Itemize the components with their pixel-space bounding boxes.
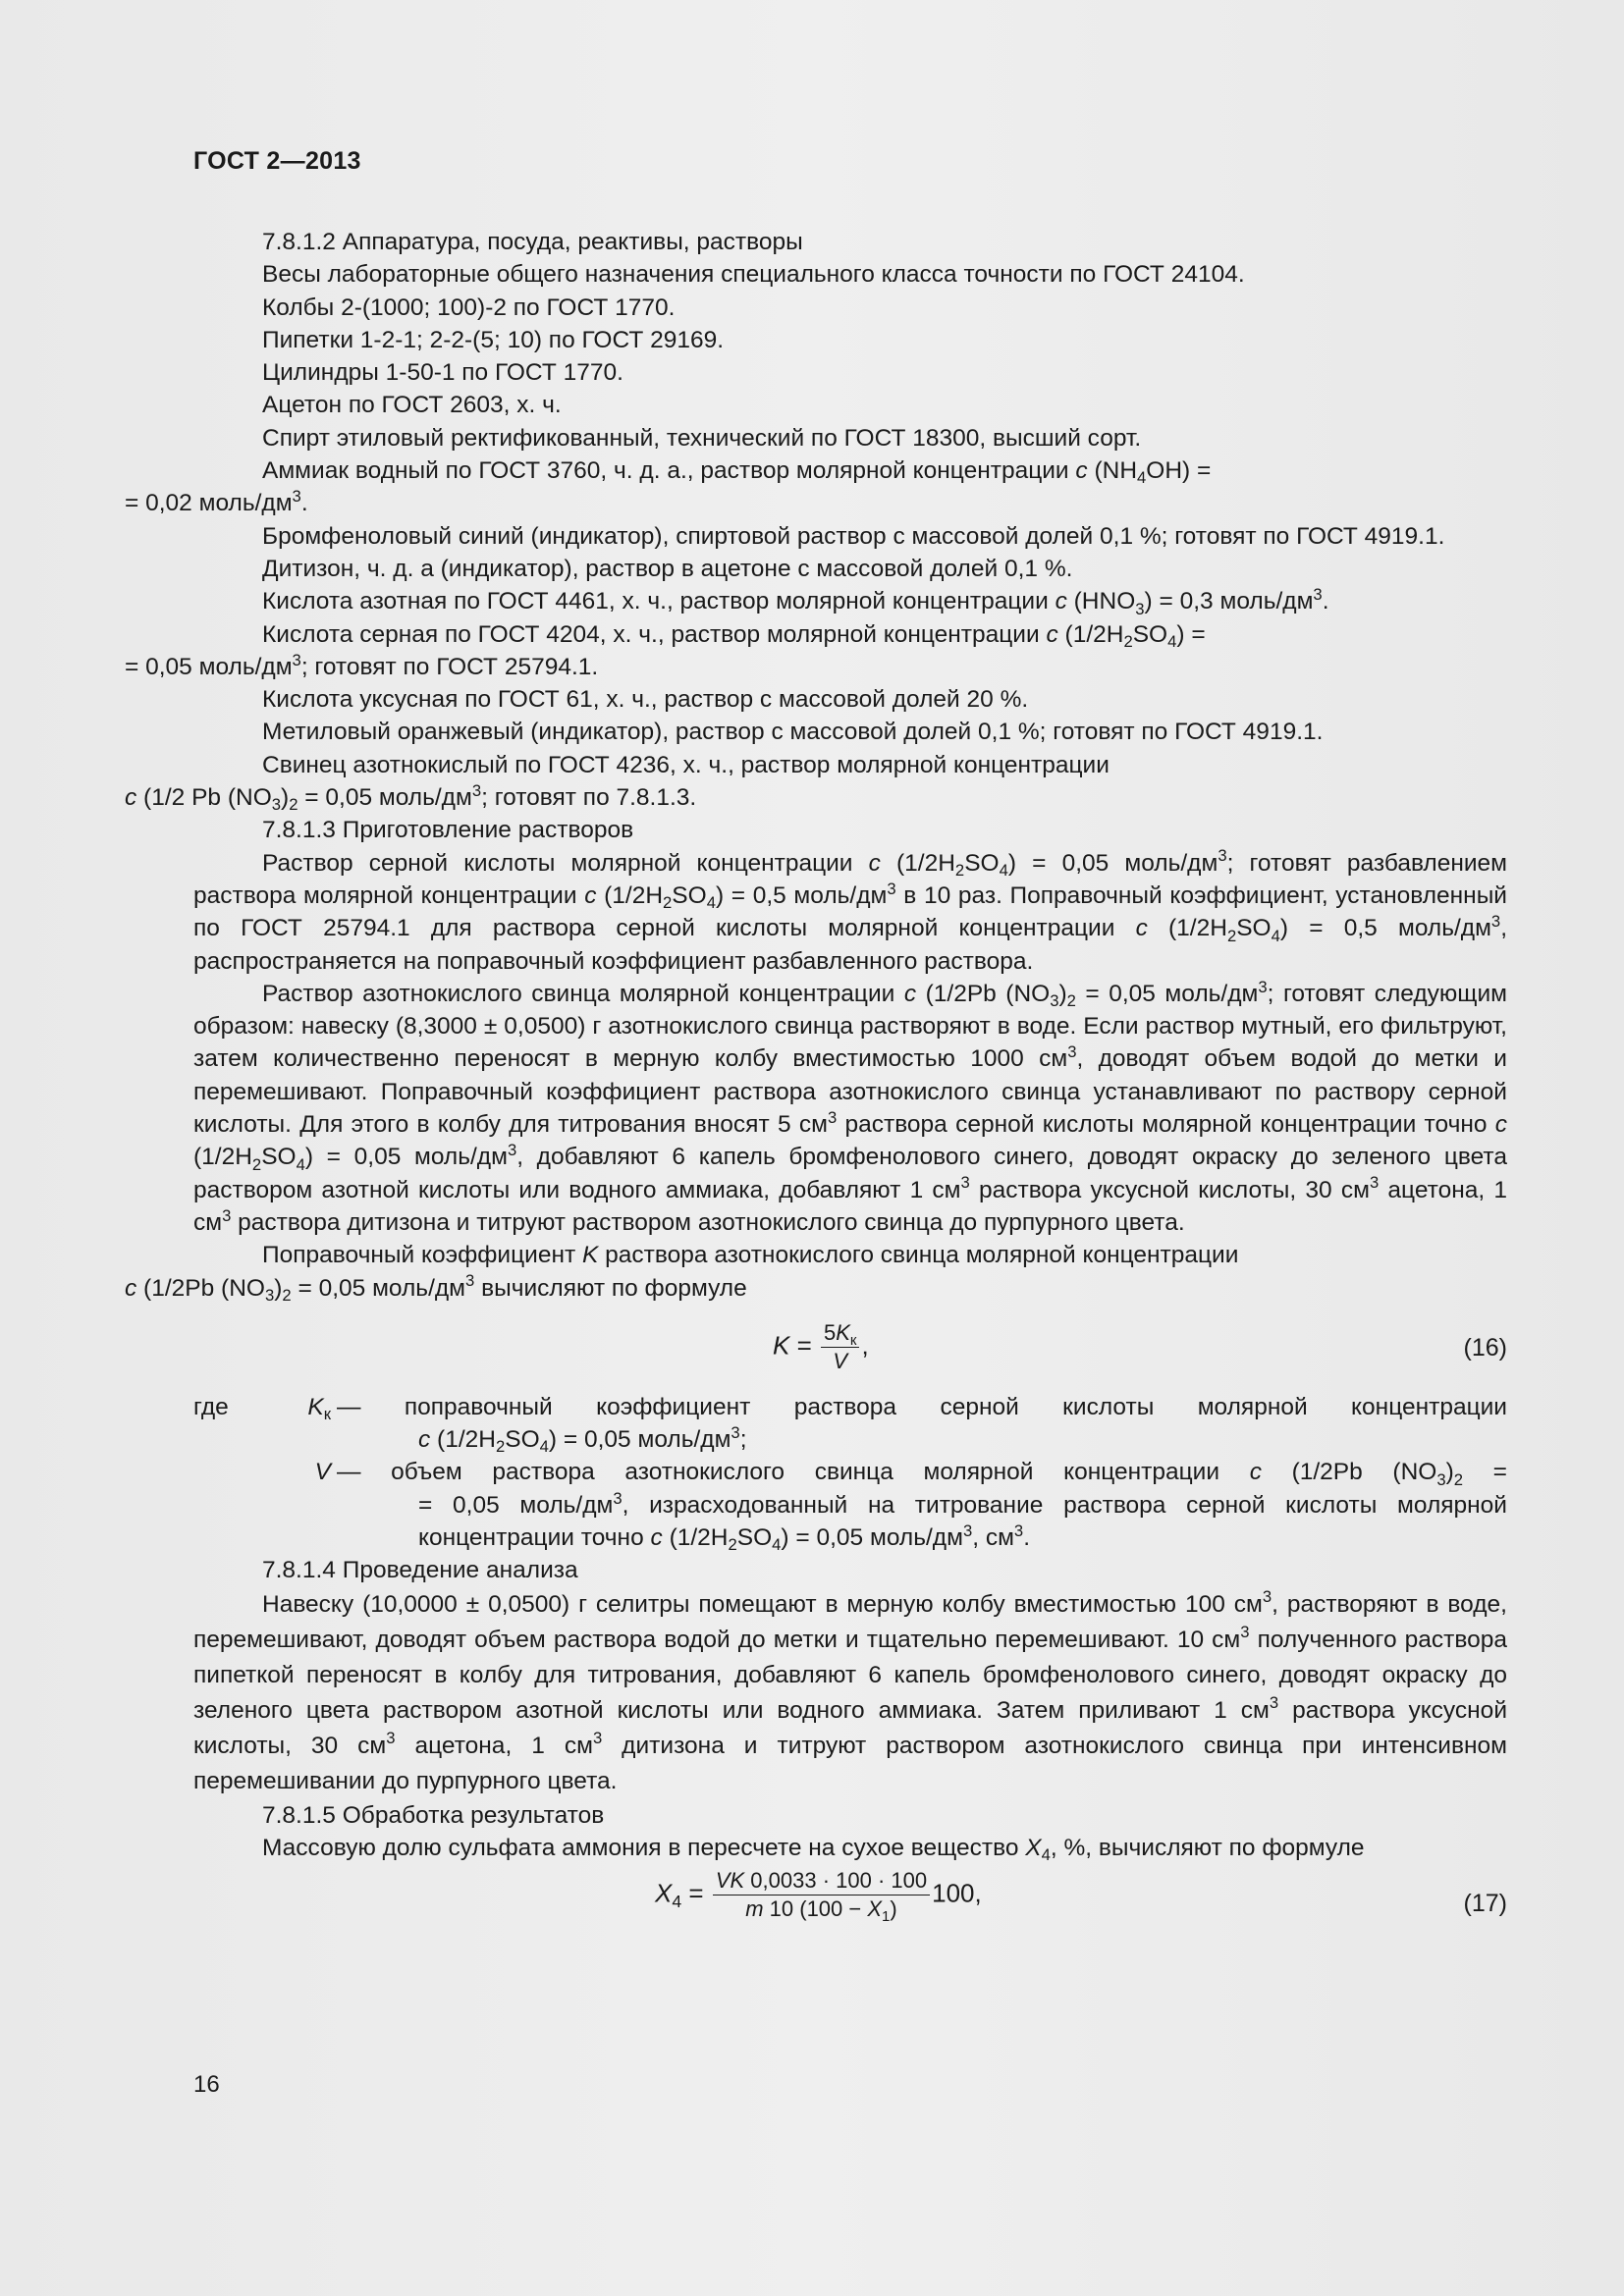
formula-17 bbox=[193, 1868, 1507, 1937]
formula-16 bbox=[193, 1312, 1507, 1381]
list-item: Весы лабораторные общего назначения специального класса точности по ГОСТ 24104. bbox=[262, 261, 1245, 289]
section-title: 7.8.1.4 Проведение анализа bbox=[262, 1557, 578, 1584]
formula-x4: $X_4$ = $\frac{VK 0,0033 \cdot 100 \cdot 100}{m 10 (100 - X_1)}$ 100, bbox=[655, 1868, 982, 1925]
paragraph-bromphenol: Бромфеноловый синий (индикатор), спиртовой раствор с массовой долей 0,1 %; готовят по ГОСТ 4919.1. bbox=[262, 522, 1445, 550]
paragraph-sulfuric: Кислота серная по ГОСТ 4204, х. ч., раствор молярной концентрации c $(1/2H_2SO_4)$ = = 0,05 моль/$дм^3$; готовят по ГОСТ 25794.1. bbox=[125, 620, 1206, 680]
page-number: 16 bbox=[193, 2071, 220, 2098]
fraction: $\frac{5K_к}{V}$ bbox=[821, 1320, 859, 1374]
formula-k: K = $\frac{5K_к}{V}$ , bbox=[773, 1319, 869, 1373]
paragraph-s3-p3: Поправочный коэффициент K раствора азотнокислого свинца молярной концентрации c (1/2Pb $(NO_3)_2 = 0,05$ моль/$дм^3$ вычисляют по формуле bbox=[125, 1242, 1239, 1305]
list-item: Спирт этиловый ректификованный, технический по ГОСТ 18300, высший сорт. bbox=[262, 424, 1142, 452]
paragraph-s4: Навеску (10,0000 ± 0,0500) г селитры помещают в мерную колбу вместимостью 100 $см^3$, растворяют в воде, перемешивают, доводят объем раствора водой до метки и тщательно перемешивают. 10 $см^3$ полученного раствора пипеткой переносят в колбу для титрования, добавляют 6 капель бромфенолового синего, доводят окраску до зеленого цвета раствором азотной кислоты или водного аммиака. Затем приливают 1 $см^3$ раствора уксусной кислоты, 30 $см^3$ ацетона, 1 $см^3$ дитизона и титруют раствором азотнокислого свинца при интенсивном перемешивании до пурпурного цвета. bbox=[193, 1587, 1507, 1794]
paragraph-lead: Свинец азотнокислый по ГОСТ 4236, х. ч., раствор молярной концентрации c (1/2 Pb $(NO_3)_2 = 0,05$ моль/$дм^3$; готовят по 7.8.1.3. bbox=[125, 751, 1110, 815]
document-header: ГОСТ 2—2013 bbox=[193, 147, 361, 175]
paragraph-methyl: Метиловый оранжевый (индикатор), раствор с массовой долей 0,1 %; готовят по ГОСТ 4919.1. bbox=[262, 719, 1324, 746]
paragraph-acetic: Кислота уксусная по ГОСТ 61, х. ч., раствор с массовой долей 20 %. bbox=[262, 686, 1029, 714]
equation-number: (16) bbox=[1463, 1333, 1507, 1362]
where-row-v: V — объем раствора азотнокислого свинца молярной концентрации c (1/2Pb $(NO_3)_2$ = = 0,05 моль/$дм^3$, израсходованный на титрование раствора серной кислоты молярной концентрации точно c $(1/2H_2SO_4) = 0,05$ моль/$дм^3$, $см^3$. bbox=[314, 1459, 1507, 1555]
section-title: 7.8.1.5 Обработка результатов bbox=[262, 1801, 605, 1829]
where-block bbox=[193, 1391, 1507, 1554]
section-title: 7.8.1.2 Аппаратура, посуда, реактивы, растворы bbox=[262, 229, 803, 255]
section-title: 7.8.1.3 Приготовление растворов bbox=[262, 817, 634, 844]
fraction: $\frac{VK 0,0033 \cdot 100 \cdot 100}{m 10 (100 - X_1)}$ bbox=[713, 1868, 930, 1922]
list-item: Колбы 2-(1000; 100)-2 по ГОСТ 1770. bbox=[262, 294, 676, 321]
paragraph-nitric: Кислота азотная по ГОСТ 4461, х. ч., раствор молярной концентрации c $(HNO_3) = 0,3$ моль/$дм^3$. bbox=[262, 585, 1329, 618]
paragraph-dithizone: Дитизон, ч. д. а (индикатор), раствор в ацетоне с массовой долей 0,1 %. bbox=[262, 555, 1073, 582]
list-item: Цилиндры 1-50-1 по ГОСТ 1770. bbox=[262, 359, 623, 387]
document-body bbox=[125, 226, 1508, 1947]
paragraph-s5: Массовую долю сульфата аммония в пересчете на сухое вещество $X_4$, %, вычисляют по формуле bbox=[262, 1834, 1365, 1865]
equation-number: (17) bbox=[1463, 1890, 1507, 1918]
list-item: Пипетки 1-2-1; 2-2-(5; 10) по ГОСТ 29169. bbox=[262, 326, 725, 353]
list-item: Ацетон по ГОСТ 2603, х. ч. bbox=[262, 392, 562, 419]
where-row-k: где $K_к$ — поправочный коэффициент раствора серной кислоты молярной концентрации c $(1/2H_2SO_4) = 0,05$ моль/$дм^3$; bbox=[193, 1393, 1507, 1457]
paragraph-s3-p2: Раствор азотнокислого свинца молярной концентрации c (1/2Pb $(NO_3)_2 = 0,05$ моль/$дм^3$; готовят следующим образом: навеску (8,3000 ± 0,0500) г азотнокислого свинца растворяют в воде. Если раствор мутный, его фильтруют, затем количественно переносят в мерную колбу вместимостью 1000 $см^3$, доводят объем водой до метки и перемешивают. Поправочный коэффициент раствора азотнокислого свинца устанавливают по раствору серной кислоты. Для этого в колбу для титрования вносят 5 $см^3$ раствора серной кислоты молярной концентрации точно c $(1/2H_2SO_4) = 0,05$ моль/$дм^3$, добавляют 6 капель бромфенолового синего, доводят окраску до зеленого цвета раствором азотной кислоты или водного аммиака, добавляют 1 $см^3$ раствора уксусной кислоты, 30 $см^3$ ацетона, 1 $см^3$ раствора дитизона и титруют раствором азотнокислого свинца до пурпурного цвета. bbox=[193, 977, 1508, 1236]
paragraph-ammonia: Аммиак водный по ГОСТ 3760, ч. д. а., раствор молярной концентрации c $(NH_4OH)$ = = 0,02 моль/$дм^3$. bbox=[125, 457, 1212, 517]
paragraph-s3-p1: Раствор серной кислоты молярной концентрации c $(1/2H_2SO_4) = 0,05$ моль/$дм^3$; готовят разбавлением раствора молярной концентрации c $(1/2H_2SO_4) = 0,5$ моль/$дм^3$ в 10 раз. Поправочный коэффициент, установленный по ГОСТ 25794.1 для раствора серной кислоты молярной концентрации c $(1/2H_2SO_4) = 0,5$ моль/$дм^3$, распространяется на поправочный коэффициент разбавленного раствора. bbox=[193, 846, 1508, 975]
